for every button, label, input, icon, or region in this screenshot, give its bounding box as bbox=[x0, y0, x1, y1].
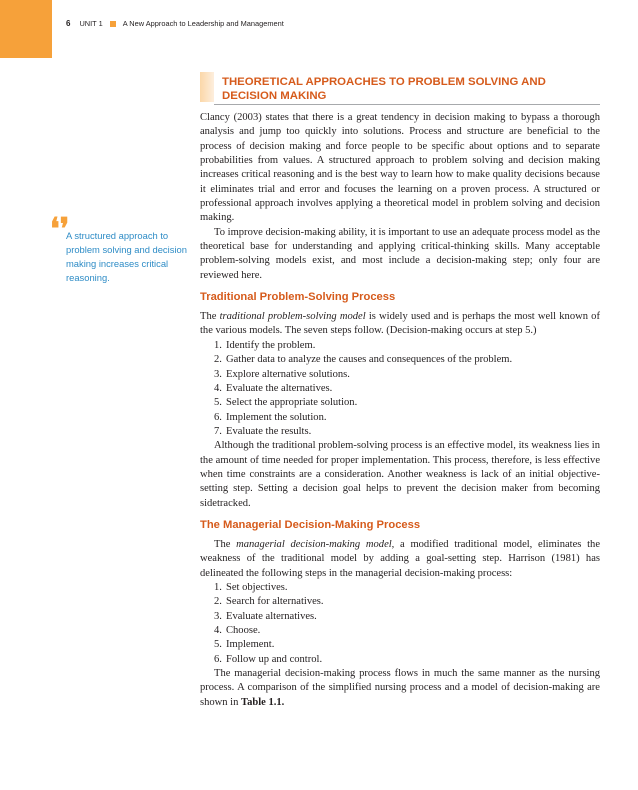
managerial-steps-list bbox=[200, 581, 600, 667]
step-text: Implement the solution. bbox=[226, 411, 327, 423]
section-title-rule bbox=[214, 104, 600, 105]
text-run: is widely used and is perhaps the most well known of the various models. The seven steps follow. (Decision-making occurs at step 5.) bbox=[200, 311, 600, 337]
main-text-column bbox=[200, 111, 600, 710]
step-number: 1. bbox=[214, 339, 222, 351]
managerial-paragraph-2 bbox=[200, 667, 600, 710]
step-text: Identify the problem. bbox=[226, 339, 316, 351]
text-run: The managerial decision-making process flows in much the same manner as the nursing process. A comparison of the simplified nursing process and a model of decision-making are shown in bbox=[200, 668, 600, 708]
step-text: Evaluate the results. bbox=[226, 425, 312, 437]
step-number: 5. bbox=[214, 639, 222, 651]
text-run: The bbox=[200, 311, 220, 323]
step-text: Explore alternative solutions. bbox=[226, 368, 350, 380]
traditional-paragraph-1 bbox=[200, 310, 600, 339]
list-item bbox=[214, 581, 600, 595]
square-bullet-icon bbox=[110, 21, 116, 27]
step-text: Select the appropriate solution. bbox=[226, 397, 358, 409]
step-text: Choose. bbox=[226, 625, 261, 636]
list-item bbox=[214, 396, 600, 410]
list-item bbox=[214, 353, 600, 367]
intro-paragraph-1: Clancy (2003) states that there is a great tendency in decision making to bypass a thorough analysis and jump too quickly into solutions. Process and structure are beneficial to the process of decision making and force people to be specific about options and to separate probabilities from values. A structured approach to problem solving and decision making increases critical reasoning and is the best way to learn how to make quality decisions because it eliminates trial and error and focuses the learning on a proven process. A structured or professional approach involves applying a theoretical model in problem solving and decision making. bbox=[200, 112, 600, 224]
step-number: 6. bbox=[214, 653, 222, 665]
intro-paragraph-2: To improve decision-making ability, it is important to use an adequate process model as the theoretical base for understanding and applying critical-thinking skills. Many acceptable problem-solving models exist, and most include a decision-making step; only four are reviewed here. bbox=[200, 226, 600, 281]
managerial-heading: The Managerial Decision-Making Process bbox=[200, 518, 421, 531]
step-number: 7. bbox=[214, 425, 222, 437]
list-item bbox=[214, 368, 600, 382]
running-header bbox=[66, 19, 284, 28]
step-text: Evaluate the alternatives. bbox=[226, 382, 333, 394]
table-reference: Table 1.1. bbox=[241, 696, 285, 708]
unit-label: UNIT 1 bbox=[79, 19, 103, 28]
list-item bbox=[214, 610, 600, 624]
step-number: 4. bbox=[214, 382, 222, 394]
section-title bbox=[222, 76, 592, 103]
list-item bbox=[214, 411, 600, 425]
sidebar-pull-quote: A structured approach to problem solving and decision making increases critical reasoning. bbox=[66, 230, 187, 284]
step-text: Implement. bbox=[226, 639, 275, 651]
text-run: a modified traditional model, eliminates the weakness of the traditional model by adding a goal-setting step. Harrison (1981) has delineated the following steps in the managerial decision-making process: bbox=[200, 538, 600, 579]
list-item bbox=[214, 638, 600, 652]
chapter-title: A New Approach to Leadership and Management bbox=[122, 19, 284, 28]
list-item bbox=[214, 595, 600, 609]
traditional-model-term: traditional problem-solving model bbox=[219, 311, 366, 323]
managerial-paragraph-1 bbox=[200, 538, 600, 581]
section-title-bar bbox=[200, 72, 214, 102]
step-number: 3. bbox=[214, 610, 222, 622]
list-item bbox=[214, 425, 600, 439]
step-number: 6. bbox=[214, 411, 222, 423]
traditional-heading: Traditional Problem-Solving Process bbox=[200, 291, 396, 304]
quote-marks-icon: ❛❜ bbox=[50, 213, 70, 246]
step-number: 1. bbox=[214, 581, 222, 593]
list-item bbox=[214, 653, 600, 667]
step-text: Follow up and control. bbox=[226, 653, 323, 665]
step-number: 2. bbox=[214, 596, 222, 608]
step-text: Set objectives. bbox=[226, 581, 288, 593]
section-title-line-2: DECISION MAKING bbox=[222, 89, 327, 102]
list-item bbox=[214, 339, 600, 353]
traditional-steps-list bbox=[200, 339, 600, 439]
step-text: Gather data to analyze the causes and consequences of the problem. bbox=[226, 354, 513, 366]
corner-accent-block bbox=[0, 0, 52, 58]
text-run: The bbox=[214, 538, 237, 550]
step-number: 5. bbox=[214, 397, 222, 409]
step-text: Search for alternatives. bbox=[226, 596, 324, 608]
step-number: 4. bbox=[214, 625, 222, 636]
managerial-model-term: managerial decision-making model, bbox=[236, 538, 395, 550]
section-title-line-1: THEORETICAL APPROACHES TO PROBLEM SOLVING AND bbox=[222, 76, 546, 88]
page-number: 6 bbox=[66, 19, 71, 28]
list-item bbox=[214, 382, 600, 396]
traditional-paragraph-2: Although the traditional problem-solving process is an effective model, its weakness lies in the amount of time needed for proper implementation. This process, therefore, is less effective when time constraints are a consideration. Another weakness is lack of an initial objective-setting step. Setting a decision goal helps to prevent the decision maker from becoming sidetracked. bbox=[200, 440, 600, 509]
step-number: 2. bbox=[214, 354, 222, 366]
step-text: Evaluate alternatives. bbox=[226, 610, 317, 622]
list-item bbox=[214, 624, 600, 638]
step-number: 3. bbox=[214, 368, 222, 380]
